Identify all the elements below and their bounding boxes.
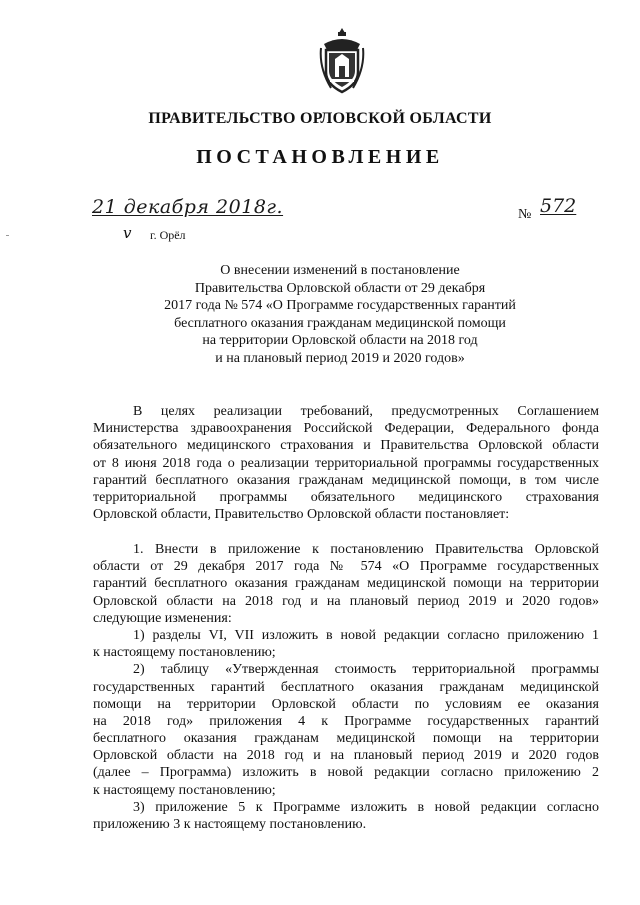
text-line: к настоящему постановлению; [93, 645, 276, 661]
coat-of-arms-icon [318, 26, 366, 96]
document-subject [120, 262, 560, 368]
subject-line: на территории Орловской области на 2018 год [202, 333, 478, 349]
government-name: ПРАВИТЕЛЬСТВО ОРЛОВСКОЙ ОБЛАСТИ [148, 110, 492, 127]
handwritten-date: 21 декабря 2018г. [92, 196, 284, 218]
text-line: гарантий бесплатного оказания гражданам медицинской помощи, в том числе [93, 472, 599, 488]
handwritten-number: 572 [540, 195, 577, 217]
text-line: области от 29 декабря 2017 года № 574 «О Программе государственных [93, 559, 599, 575]
text-line: В целях реализации требований, предусмотренных Соглашением [133, 404, 599, 419]
text-line: Орловской области, Правительство Орловской области постановляет: [93, 507, 510, 523]
text-line: государственных гарантий бесплатного оказания гражданам медицинской [93, 679, 599, 695]
subject-line: 2017 года № 574 «О Программе государственных гарантий [164, 298, 516, 314]
text-line: 2) таблицу «Утвержденная стоимость территориальной программы [133, 662, 599, 678]
text-line: обязательного медицинского страхования и Правительства Орловской области [93, 438, 599, 454]
text-line: Орловской области на 2018 год и на плановый период 2019 и 2020 годов [93, 748, 599, 764]
preamble-paragraph [93, 403, 599, 523]
text-line: бесплатного оказания гражданам медицинской помощи на территории [93, 731, 599, 747]
text-line: к настоящему постановлению; [93, 782, 276, 798]
city: г. Орёл [150, 228, 186, 242]
text-line: (далее – Программа) изложить в новой редакции согласно приложению 2 [93, 765, 599, 781]
text-line: от 8 июня 2018 года о реализации территориальной программы государственных [93, 455, 599, 471]
text-line: следующие изменения: [93, 610, 232, 626]
text-line: на 2018 год» приложения 4 к Программе государственных гарантий [93, 713, 599, 729]
text-line: гарантий бесплатного оказания гражданам медицинской помощи на территории [93, 576, 599, 592]
number-label: № [518, 207, 532, 222]
text-line: 1) разделы VI, VII изложить в новой редакции согласно приложению 1 [133, 627, 599, 643]
text-line: территориальной программы обязательного медицинского страхования [93, 489, 599, 505]
text-line: приложению 3 к настоящему постановлению. [93, 817, 367, 832]
document-type: ПОСТАНОВЛЕНИЕ [196, 146, 444, 168]
text-line: 3) приложение 5 к Программе изложить в новой редакции согласно [133, 799, 599, 815]
subject-line: бесплатного оказания гражданам медицинской помощи [174, 315, 506, 331]
subject-line: и на плановый период 2019 и 2020 годов» [215, 350, 465, 366]
margin-mark [6, 235, 9, 236]
text-line: Орловской области на 2018 год и на плановый период 2019 и 2020 годов» [93, 593, 599, 609]
clauses-section [93, 541, 599, 833]
subject-line: О внесении изменений в постановление [220, 263, 460, 278]
text-line: Министерства здравоохранения Российской Федерации, Федерального фонда [93, 421, 599, 437]
subject-line: Правительства Орловской области от 29 декабря [194, 280, 486, 296]
signature-mark: v [123, 224, 132, 242]
text-line: помощи на территории Орловской области по условиям ее оказания [93, 696, 599, 712]
text-line: 1. Внести в приложение к постановлению Правительства Орловской [133, 542, 599, 557]
